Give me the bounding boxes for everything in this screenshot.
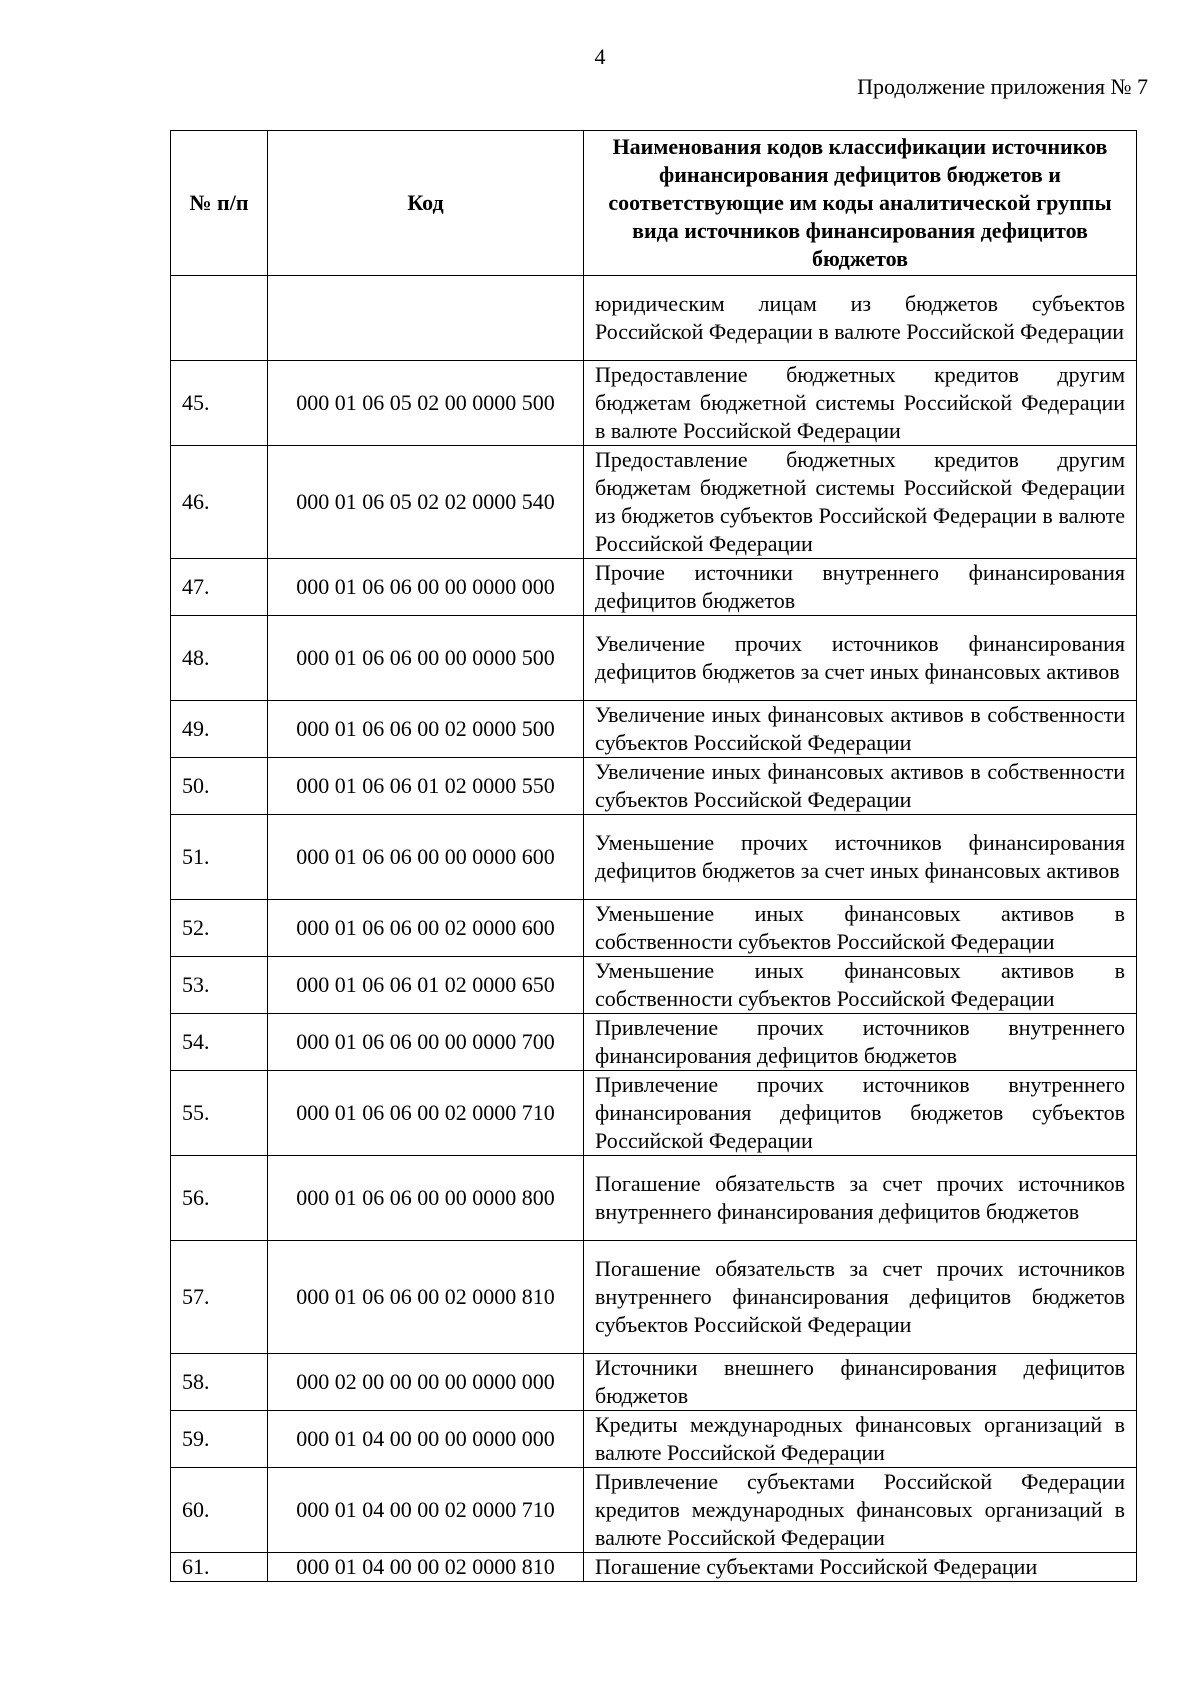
- row-name: Источники внешнего финансирования дефицитов бюджетов: [584, 1354, 1137, 1411]
- table-row: [171, 900, 1137, 957]
- row-name: Погашение обязательств за счет прочих источников внутреннего финансирования дефицитов бюджетов субъектов Российской Федерации: [584, 1241, 1137, 1354]
- page-number: 4: [594, 44, 606, 69]
- row-name: Погашение субъектами Российской Федерации: [584, 1553, 1137, 1582]
- header-num: № п/п: [171, 131, 268, 276]
- row-code: 000 01 06 06 00 02 0000 710: [268, 1071, 584, 1156]
- row-number: 60.: [171, 1468, 268, 1553]
- row-name: Увеличение иных финансовых активов в собственности субъектов Российской Федерации: [584, 701, 1137, 758]
- row-name: Привлечение прочих источников внутреннего финансирования дефицитов бюджетов: [584, 1014, 1137, 1071]
- row-name: Уменьшение прочих источников финансирования дефицитов бюджетов за счет иных финансовых активов: [584, 815, 1137, 900]
- row-name: Прочие источники внутреннего финансирования дефицитов бюджетов: [584, 559, 1137, 616]
- row-code: 000 01 06 06 00 00 0000 800: [268, 1156, 584, 1241]
- row-number: 54.: [171, 1014, 268, 1071]
- table-row: [171, 616, 1137, 701]
- row-name: Увеличение прочих источников финансирования дефицитов бюджетов за счет иных финансовых активов: [584, 616, 1137, 701]
- row-code: 000 01 06 05 02 02 0000 540: [268, 446, 584, 559]
- table-body: [171, 276, 1137, 1582]
- table-row: [171, 1411, 1137, 1468]
- row-number: 50.: [171, 758, 268, 815]
- table-row: [171, 276, 1137, 361]
- row-code: 000 01 06 06 00 00 0000 500: [268, 616, 584, 701]
- table-row: [171, 1071, 1137, 1156]
- row-code: 000 01 06 06 00 02 0000 810: [268, 1241, 584, 1354]
- row-name: Увеличение иных финансовых активов в собственности субъектов Российской Федерации: [584, 758, 1137, 815]
- table-row: [171, 1014, 1137, 1071]
- table-row: [171, 701, 1137, 758]
- row-code: 000 01 06 06 00 00 0000 000: [268, 559, 584, 616]
- table-header-row: [171, 131, 1137, 276]
- row-code: 000 01 06 06 01 02 0000 550: [268, 758, 584, 815]
- table-row: [171, 1156, 1137, 1241]
- row-number: 53.: [171, 957, 268, 1014]
- row-name: Привлечение субъектами Российской Федерации кредитов международных финансовых организаций в валюте Российской Федерации: [584, 1468, 1137, 1553]
- row-code: 000 01 04 00 00 02 0000 710: [268, 1468, 584, 1553]
- table-row: [171, 1553, 1137, 1582]
- row-code: 000 01 06 06 00 00 0000 600: [268, 815, 584, 900]
- table-row: [171, 1468, 1137, 1553]
- row-number: 55.: [171, 1071, 268, 1156]
- row-number: 49.: [171, 701, 268, 758]
- row-name: Предоставление бюджетных кредитов другим бюджетам бюджетной системы Российской Федерации в валюте Российской Федерации: [584, 361, 1137, 446]
- row-number: 47.: [171, 559, 268, 616]
- table-row: [171, 1354, 1137, 1411]
- row-code: 000 01 06 06 00 00 0000 700: [268, 1014, 584, 1071]
- row-number: [171, 276, 268, 361]
- row-code: 000 01 06 06 01 02 0000 650: [268, 957, 584, 1014]
- row-name: Кредиты международных финансовых организаций в валюте Российской Федерации: [584, 1411, 1137, 1468]
- row-number: 51.: [171, 815, 268, 900]
- table-row: [171, 361, 1137, 446]
- row-name: Предоставление бюджетных кредитов другим бюджетам бюджетной системы Российской Федерации из бюджетов субъектов Российской Федерации в валюте Российской Федерации: [584, 446, 1137, 559]
- header-name: Наименования кодов классификации источников финансирования дефицитов бюджетов и соответствующие им коды аналитической группы вида источников финансирования дефицитов бюджетов: [584, 131, 1137, 276]
- row-number: 56.: [171, 1156, 268, 1241]
- classification-table: [170, 130, 1137, 1582]
- row-number: 61.: [171, 1553, 268, 1582]
- row-name: Погашение обязательств за счет прочих источников внутреннего финансирования дефицитов бюджетов: [584, 1156, 1137, 1241]
- row-code: 000 01 04 00 00 02 0000 810: [268, 1553, 584, 1582]
- continuation-label: Продолжение приложения № 7: [857, 74, 1148, 99]
- row-code: 000 01 06 06 00 02 0000 500: [268, 701, 584, 758]
- row-number: 45.: [171, 361, 268, 446]
- table-row: [171, 758, 1137, 815]
- row-name: Уменьшение иных финансовых активов в собственности субъектов Российской Федерации: [584, 957, 1137, 1014]
- table-row: [171, 559, 1137, 616]
- header-code: Код: [268, 131, 584, 276]
- table-row: [171, 1241, 1137, 1354]
- row-name: Уменьшение иных финансовых активов в собственности субъектов Российской Федерации: [584, 900, 1137, 957]
- row-code: 000 01 04 00 00 00 0000 000: [268, 1411, 584, 1468]
- row-code: 000 02 00 00 00 00 0000 000: [268, 1354, 584, 1411]
- row-code: 000 01 06 06 00 02 0000 600: [268, 900, 584, 957]
- table-row: [171, 815, 1137, 900]
- row-name: Привлечение прочих источников внутреннего финансирования дефицитов бюджетов субъектов Российской Федерации: [584, 1071, 1137, 1156]
- row-number: 48.: [171, 616, 268, 701]
- row-number: 46.: [171, 446, 268, 559]
- row-number: 59.: [171, 1411, 268, 1468]
- table-row: [171, 957, 1137, 1014]
- row-number: 58.: [171, 1354, 268, 1411]
- row-number: 52.: [171, 900, 268, 957]
- row-number: 57.: [171, 1241, 268, 1354]
- table-row: [171, 446, 1137, 559]
- row-code: [268, 276, 584, 361]
- row-name: юридическим лицам из бюджетов субъектов Российской Федерации в валюте Российской Федерации: [584, 276, 1137, 361]
- row-code: 000 01 06 05 02 00 0000 500: [268, 361, 584, 446]
